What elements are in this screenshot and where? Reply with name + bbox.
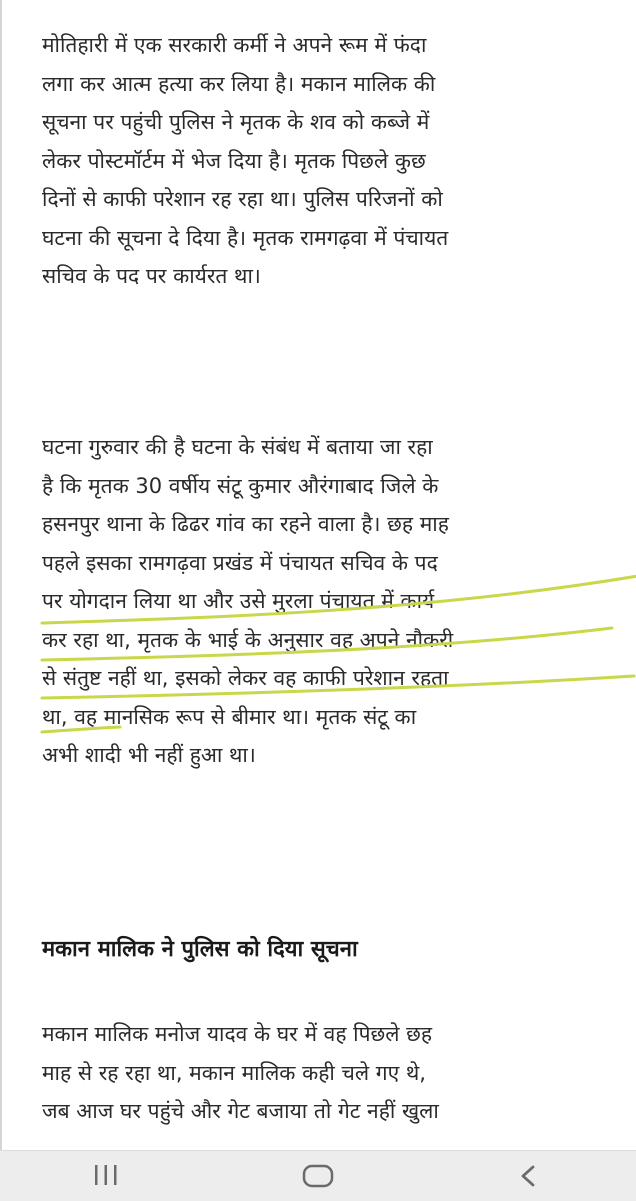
home-button[interactable] [288, 1156, 348, 1196]
paragraph-line: जब आज घर पहुंचे और गेट बजाया तो गेट नहीं खुला [42, 1099, 439, 1123]
paragraph-line: घटना की सूचना दे दिया है। मृतक रामगढ़वा में पंचायत [42, 225, 449, 250]
paragraph-line: पहले इसका रामगढ़वा प्रखंड में पंचायत सचिव के पद [42, 550, 438, 575]
paragraph-line: मोतिहारी में एक सरकारी कर्मी ने अपने रूम में फंदा [42, 33, 427, 57]
paragraph-line: मकान मालिक मनोज यादव के घर में वह पिछले छह [42, 1022, 433, 1046]
paragraph-line: लगा कर आत्म हत्या कर लिया है। मकान मालिक की [42, 71, 436, 96]
back-button[interactable] [500, 1156, 560, 1196]
paragraph-line: माह से रह रहा था, मकान मालिक कही चले गए थे, [42, 1060, 426, 1085]
paragraph-line: है कि मृतक 30 वर्षीय संटू कुमार औरंगाबाद जिले के [42, 473, 439, 498]
paragraph-line: दिनों से काफी परेशान रह रहा था। पुलिस परिजनों को [42, 187, 443, 211]
paragraph-line: सचिव के पद पर कार्यरत था। [42, 264, 261, 288]
paragraph-line: पर योगदान लिया था और उसे मुरला पंचायत में कार्य [42, 589, 435, 613]
paragraph-line: से संतुष्ट नहीं था, इसको लेकर वह काफी परेशान रहता [42, 666, 449, 690]
paragraph-line: था, वह मानसिक रूप से बीमार था। मृतक संटू का [42, 704, 417, 729]
system-navigation-bar [0, 1150, 636, 1201]
home-icon [298, 1161, 338, 1191]
article-paragraph-3 [42, 1015, 626, 1131]
article-paragraph-1 [42, 26, 626, 296]
recent-apps-button[interactable] [76, 1156, 136, 1196]
paragraph-line: हसनपुर थाना के ढिढर गांव का रहने वाला है। छह माह [42, 512, 449, 536]
article-subheading: मकान मालिक ने पुलिस को दिया सूचना [42, 937, 358, 962]
paragraph-line: घटना गुरुवार की है घटना के संबंध में बताया जा रहा [42, 435, 433, 459]
paragraph-line: लेकर पोस्टमॉर्टम में भेज दिया है। मृतक पिछले कुछ [42, 148, 426, 173]
back-icon [513, 1161, 547, 1191]
paragraph-line: अभी शादी भी नहीं हुआ था। [42, 743, 256, 767]
paragraph-line: कर रहा था, मृतक के भाई के अनुसार वह अपने नौकरी [42, 627, 454, 652]
paragraph-line: सूचना पर पहुंची पुलिस ने मृतक के शव को कब्जे में [42, 110, 430, 134]
article-paragraph-2 [42, 428, 626, 775]
menu-icon [89, 1161, 123, 1191]
